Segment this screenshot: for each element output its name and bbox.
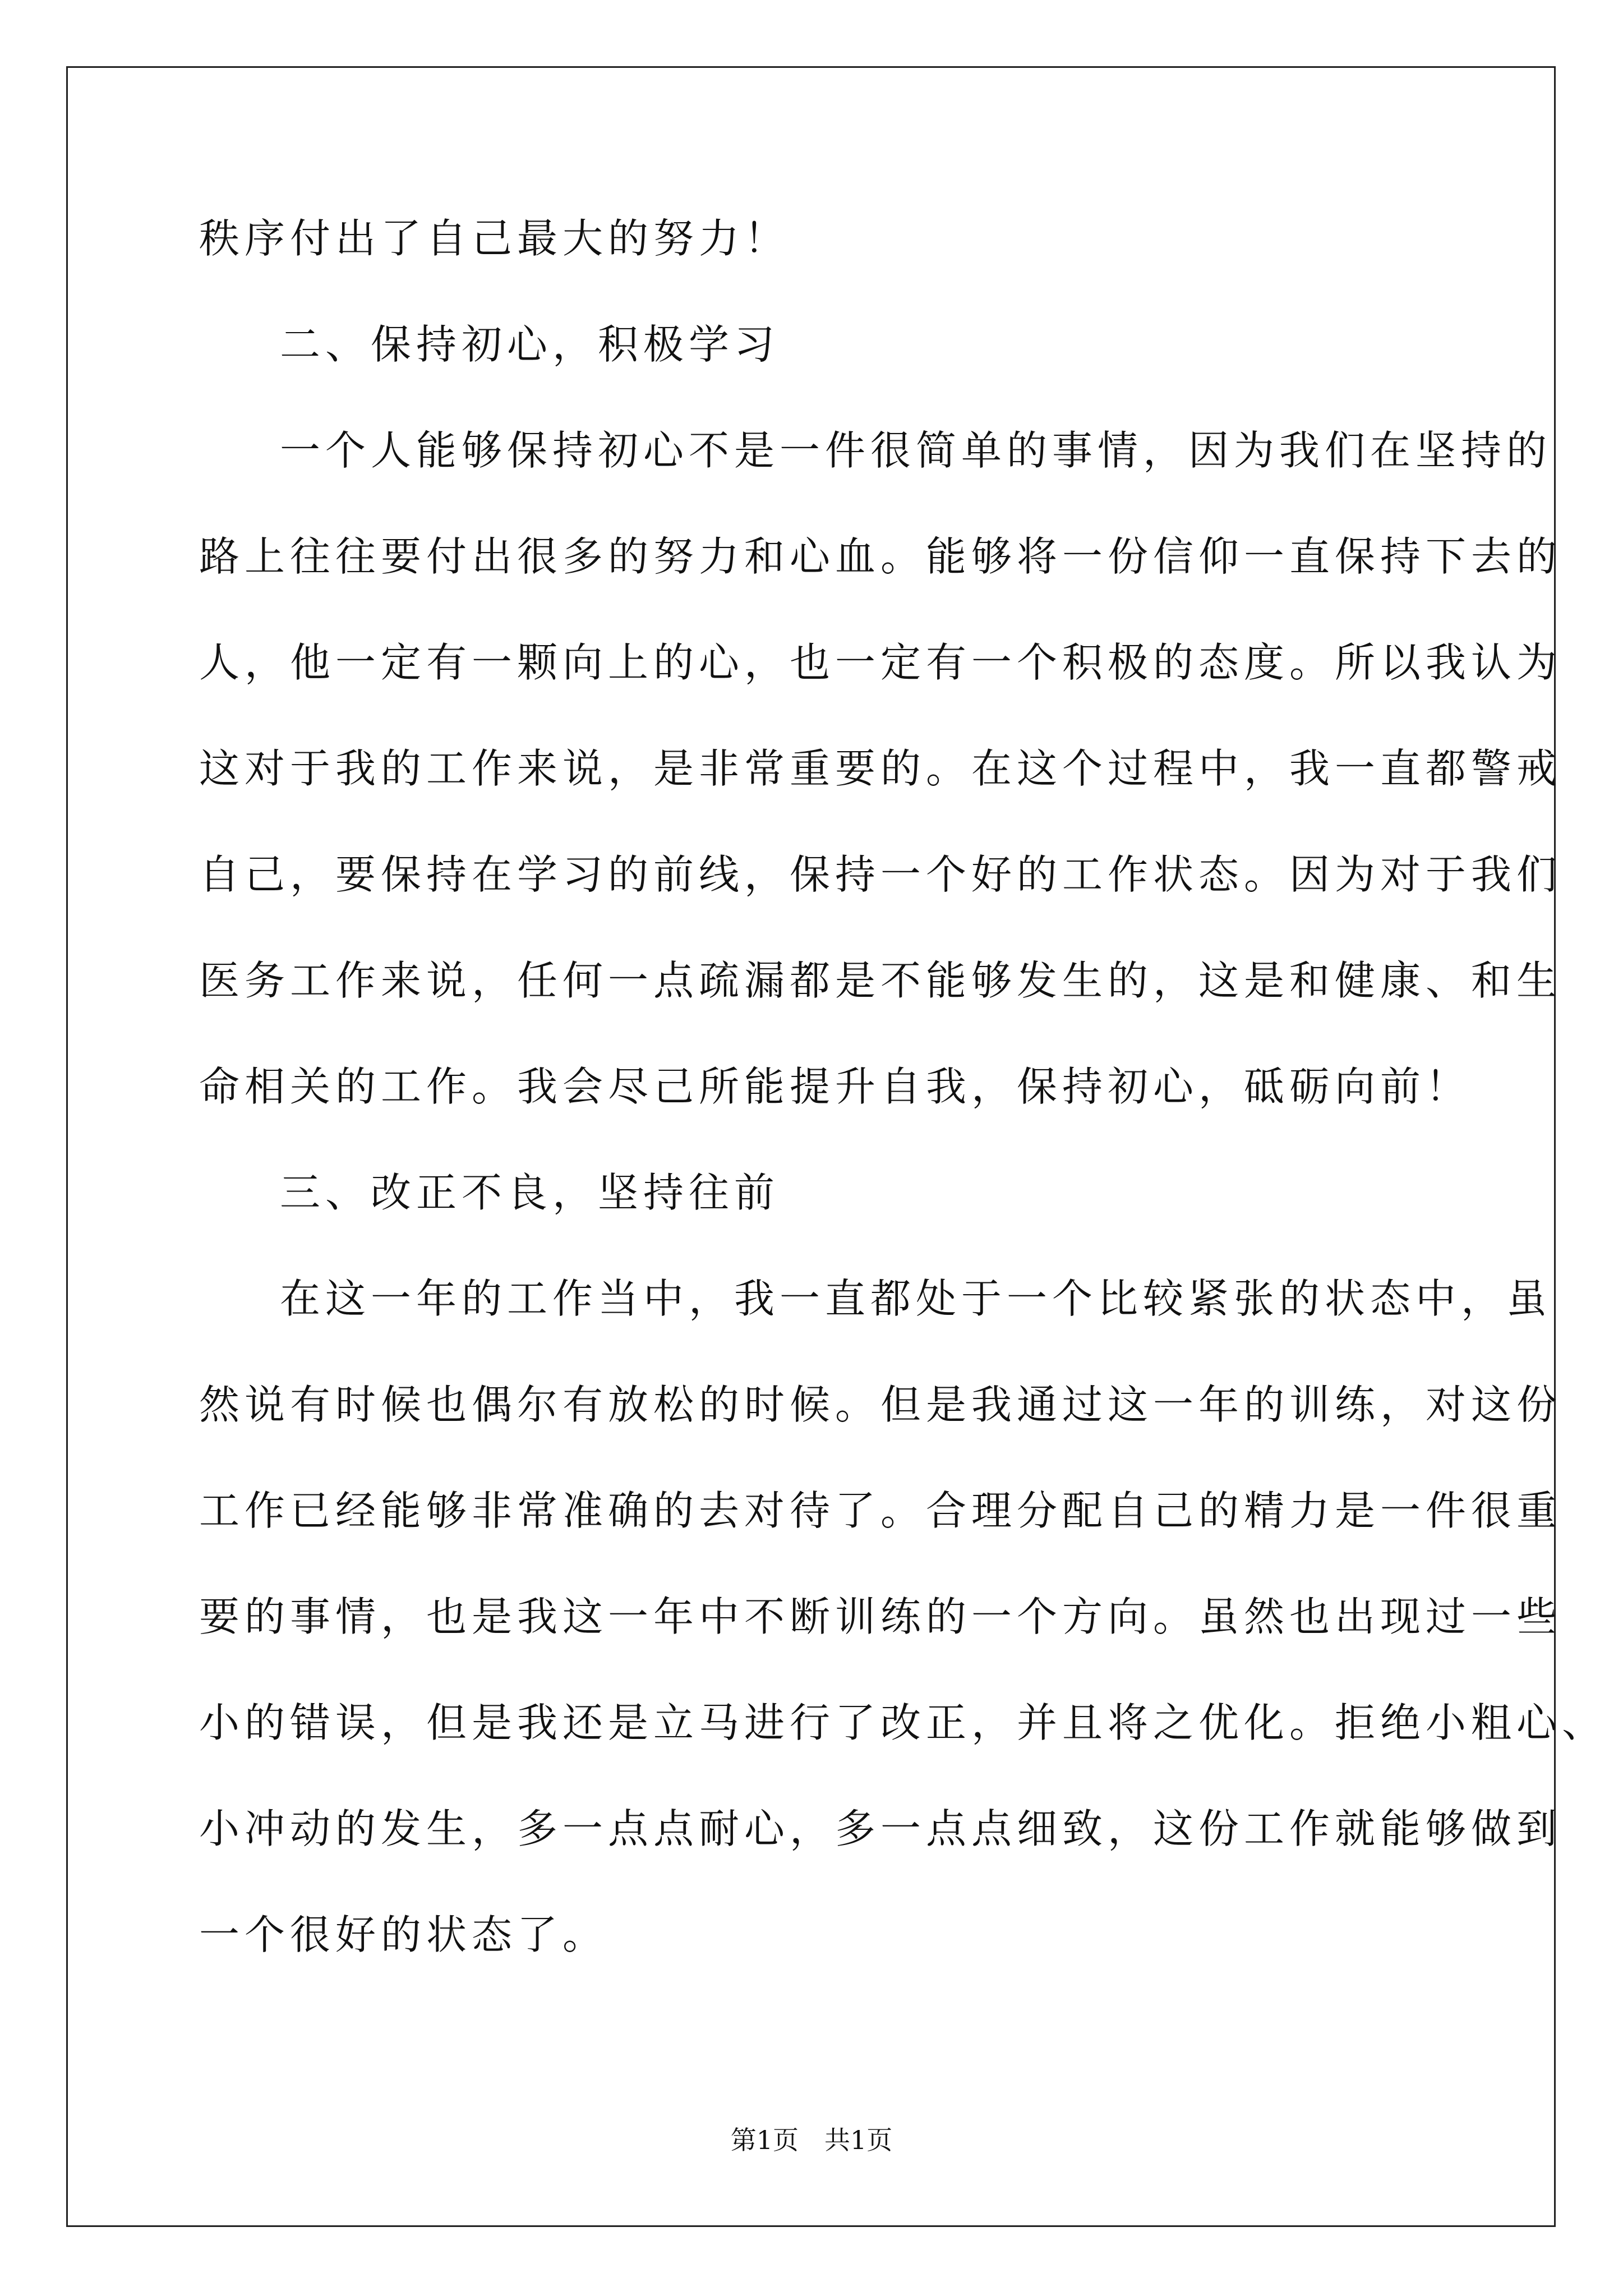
paragraph-line: 命相关的工作。我会尽己所能提升自我，保持初心，砥砺向前！ <box>199 1063 1472 1110</box>
document-body <box>199 205 1608 2007</box>
section-heading: 二、保持初心，积极学习 <box>280 321 780 368</box>
paragraph-line: 然说有时候也偶尔有放松的时候。但是我通过这一年的训练，对这份 <box>199 1381 1562 1428</box>
paragraph-line: 秩序付出了自己最大的努力！ <box>199 215 790 262</box>
page-footer <box>0 2123 1623 2157</box>
paragraph-line: 一个人能够保持初心不是一件很简单的事情，因为我们在坚持的 <box>280 427 1552 474</box>
section-heading: 三、改正不良，坚持往前 <box>280 1169 780 1216</box>
paragraph-line: 一个很好的状态了。 <box>199 1911 608 1958</box>
paragraph-line: 要的事情，也是我这一年中不断训练的一个方向。虽然也出现过一些 <box>199 1593 1562 1640</box>
paragraph-line: 路上往往要付出很多的努力和心血。能够将一份信仰一直保持下去的 <box>199 533 1562 580</box>
paragraph-line: 医务工作来说，任何一点疏漏都是不能够发生的，这是和健康、和生 <box>199 957 1562 1004</box>
paragraph-line: 小冲动的发生，多一点点耐心，多一点点细致，这份工作就能够做到 <box>199 1805 1562 1852</box>
paragraph-line: 这对于我的工作来说，是非常重要的。在这个过程中，我一直都警戒 <box>199 745 1562 792</box>
paragraph-line: 在这一年的工作当中，我一直都处于一个比较紧张的状态中，虽 <box>280 1275 1552 1322</box>
paragraph-line: 工作已经能够非常准确的去对待了。合理分配自己的精力是一件很重 <box>199 1487 1562 1534</box>
paragraph-line: 人，他一定有一颗向上的心，也一定有一个积极的态度。所以我认为 <box>199 639 1562 686</box>
paragraph-line: 自己，要保持在学习的前线，保持一个好的工作状态。因为对于我们 <box>199 851 1562 898</box>
page-total: 共1页 <box>824 2125 893 2155</box>
paragraph-line: 小的错误，但是我还是立马进行了改正，并且将之优化。拒绝小粗心、 <box>199 1699 1608 1746</box>
page-number: 第1页 <box>730 2125 799 2155</box>
